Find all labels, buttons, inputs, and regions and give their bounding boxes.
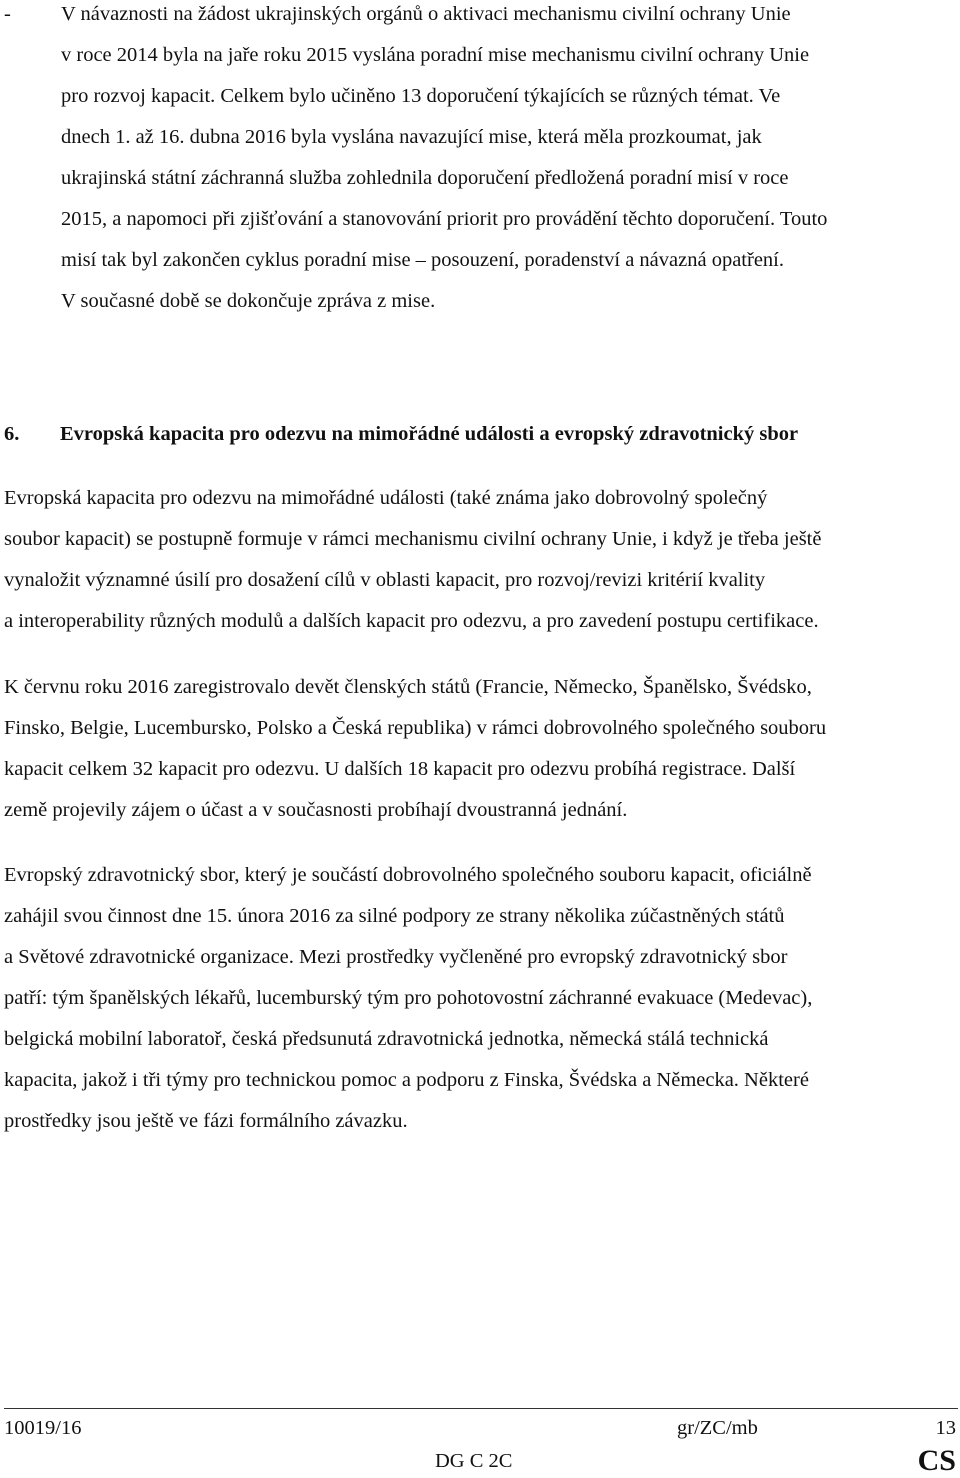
bullet-line: V návaznosti na žádost ukrajinských orgánů o aktivaci mechanismu civilní ochrany Unie bbox=[61, 3, 791, 25]
paragraph-line: kapacit celkem 32 kapacit pro odezvu. U dalších 18 kapacit pro odezvu probíhá registrace. Další bbox=[4, 758, 796, 780]
bullet-line: ukrajinská státní záchranná služba zohlednila doporučení předložená poradní misí v roce bbox=[61, 167, 789, 189]
bullet-line: 2015, a napomoci při zjišťování a stanovování priorit pro provádění těchto doporučení. Touto bbox=[61, 208, 828, 230]
footer-directorate: DG C 2C bbox=[435, 1450, 513, 1472]
paragraph-line: a Světové zdravotnické organizace. Mezi prostředky vyčleněné pro evropský zdravotnický sbor bbox=[4, 946, 788, 968]
bullet-line: v roce 2014 byla na jaře roku 2015 vyslána poradní mise mechanismu civilní ochrany Unie bbox=[61, 44, 810, 66]
paragraph-line: K červnu roku 2016 zaregistrovalo devět členských států (Francie, Německo, Španělsko, Švédsko, bbox=[4, 676, 812, 698]
section-heading bbox=[4, 421, 798, 447]
footer-page-number: 13 bbox=[935, 1417, 956, 1439]
section-title: Evropská kapacita pro odezvu na mimořádné události a evropský zdravotnický sbor bbox=[60, 423, 799, 445]
paragraph-line: zahájil svou činnost dne 15. února 2016 za silné podpory ze strany několika zúčastněných států bbox=[4, 905, 785, 927]
section-number: 6. bbox=[4, 423, 20, 445]
paragraph-line: země projevily zájem o účast a v současnosti probíhají dvoustranná jednání. bbox=[4, 799, 628, 821]
bullet-line: pro rozvoj kapacit. Celkem bylo učiněno 13 doporučení týkajících se různých témat. Ve bbox=[61, 85, 781, 107]
paragraph-line: prostředky jsou ještě ve fázi formálního závazku. bbox=[4, 1110, 408, 1132]
paragraph-line: belgická mobilní laboratoř, česká předsunutá zdravotnická jednotka, německá stálá technická bbox=[4, 1028, 769, 1050]
footer-language-code: CS bbox=[917, 1444, 956, 1477]
footer-divider bbox=[4, 1408, 958, 1409]
paragraph-line: vynaložit významné úsilí pro dosažení cílů v oblasti kapacit, pro rozvoj/revizi kritérií kvality bbox=[4, 569, 766, 591]
bullet-line: dnech 1. až 16. dubna 2016 byla vyslána navazující mise, která měla prozkoumat, jak bbox=[61, 126, 762, 148]
paragraph-line: Evropský zdravotnický sbor, který je součástí dobrovolného společného souboru kapacit, oficiálně bbox=[4, 864, 812, 886]
bullet-marker: - bbox=[4, 3, 11, 25]
paragraph-line: Evropská kapacita pro odezvu na mimořádné události (také známa jako dobrovolný společný bbox=[4, 487, 768, 509]
bullet-line: misí tak byl zakončen cyklus poradní mise – posouzení, poradenství a návazná opatření. bbox=[61, 249, 784, 271]
footer-initials: gr/ZC/mb bbox=[677, 1417, 758, 1439]
paragraph-line: patří: tým španělských lékařů, lucemburský tým pro pohotovostní záchranné evakuace (Medevac), bbox=[4, 987, 813, 1009]
paragraph-line: Finsko, Belgie, Lucembursko, Polsko a Česká republika) v rámci dobrovolného společného souboru bbox=[4, 717, 827, 739]
bullet-line: V současné době se dokončuje zpráva z mise. bbox=[61, 290, 436, 312]
footer-doc-ref: 10019/16 bbox=[4, 1417, 82, 1439]
paragraph-line: a interoperability různých modulů a dalších kapacit pro odezvu, a pro zavedení postupu certifikace. bbox=[4, 610, 819, 632]
paragraph-line: soubor kapacit) se postupně formuje v rámci mechanismu civilní ochrany Unie, i když je třeba ještě bbox=[4, 528, 822, 550]
paragraph-line: kapacita, jakož i tři týmy pro technickou pomoc a podporu z Finska, Švédska a Německa. Některé bbox=[4, 1069, 809, 1091]
